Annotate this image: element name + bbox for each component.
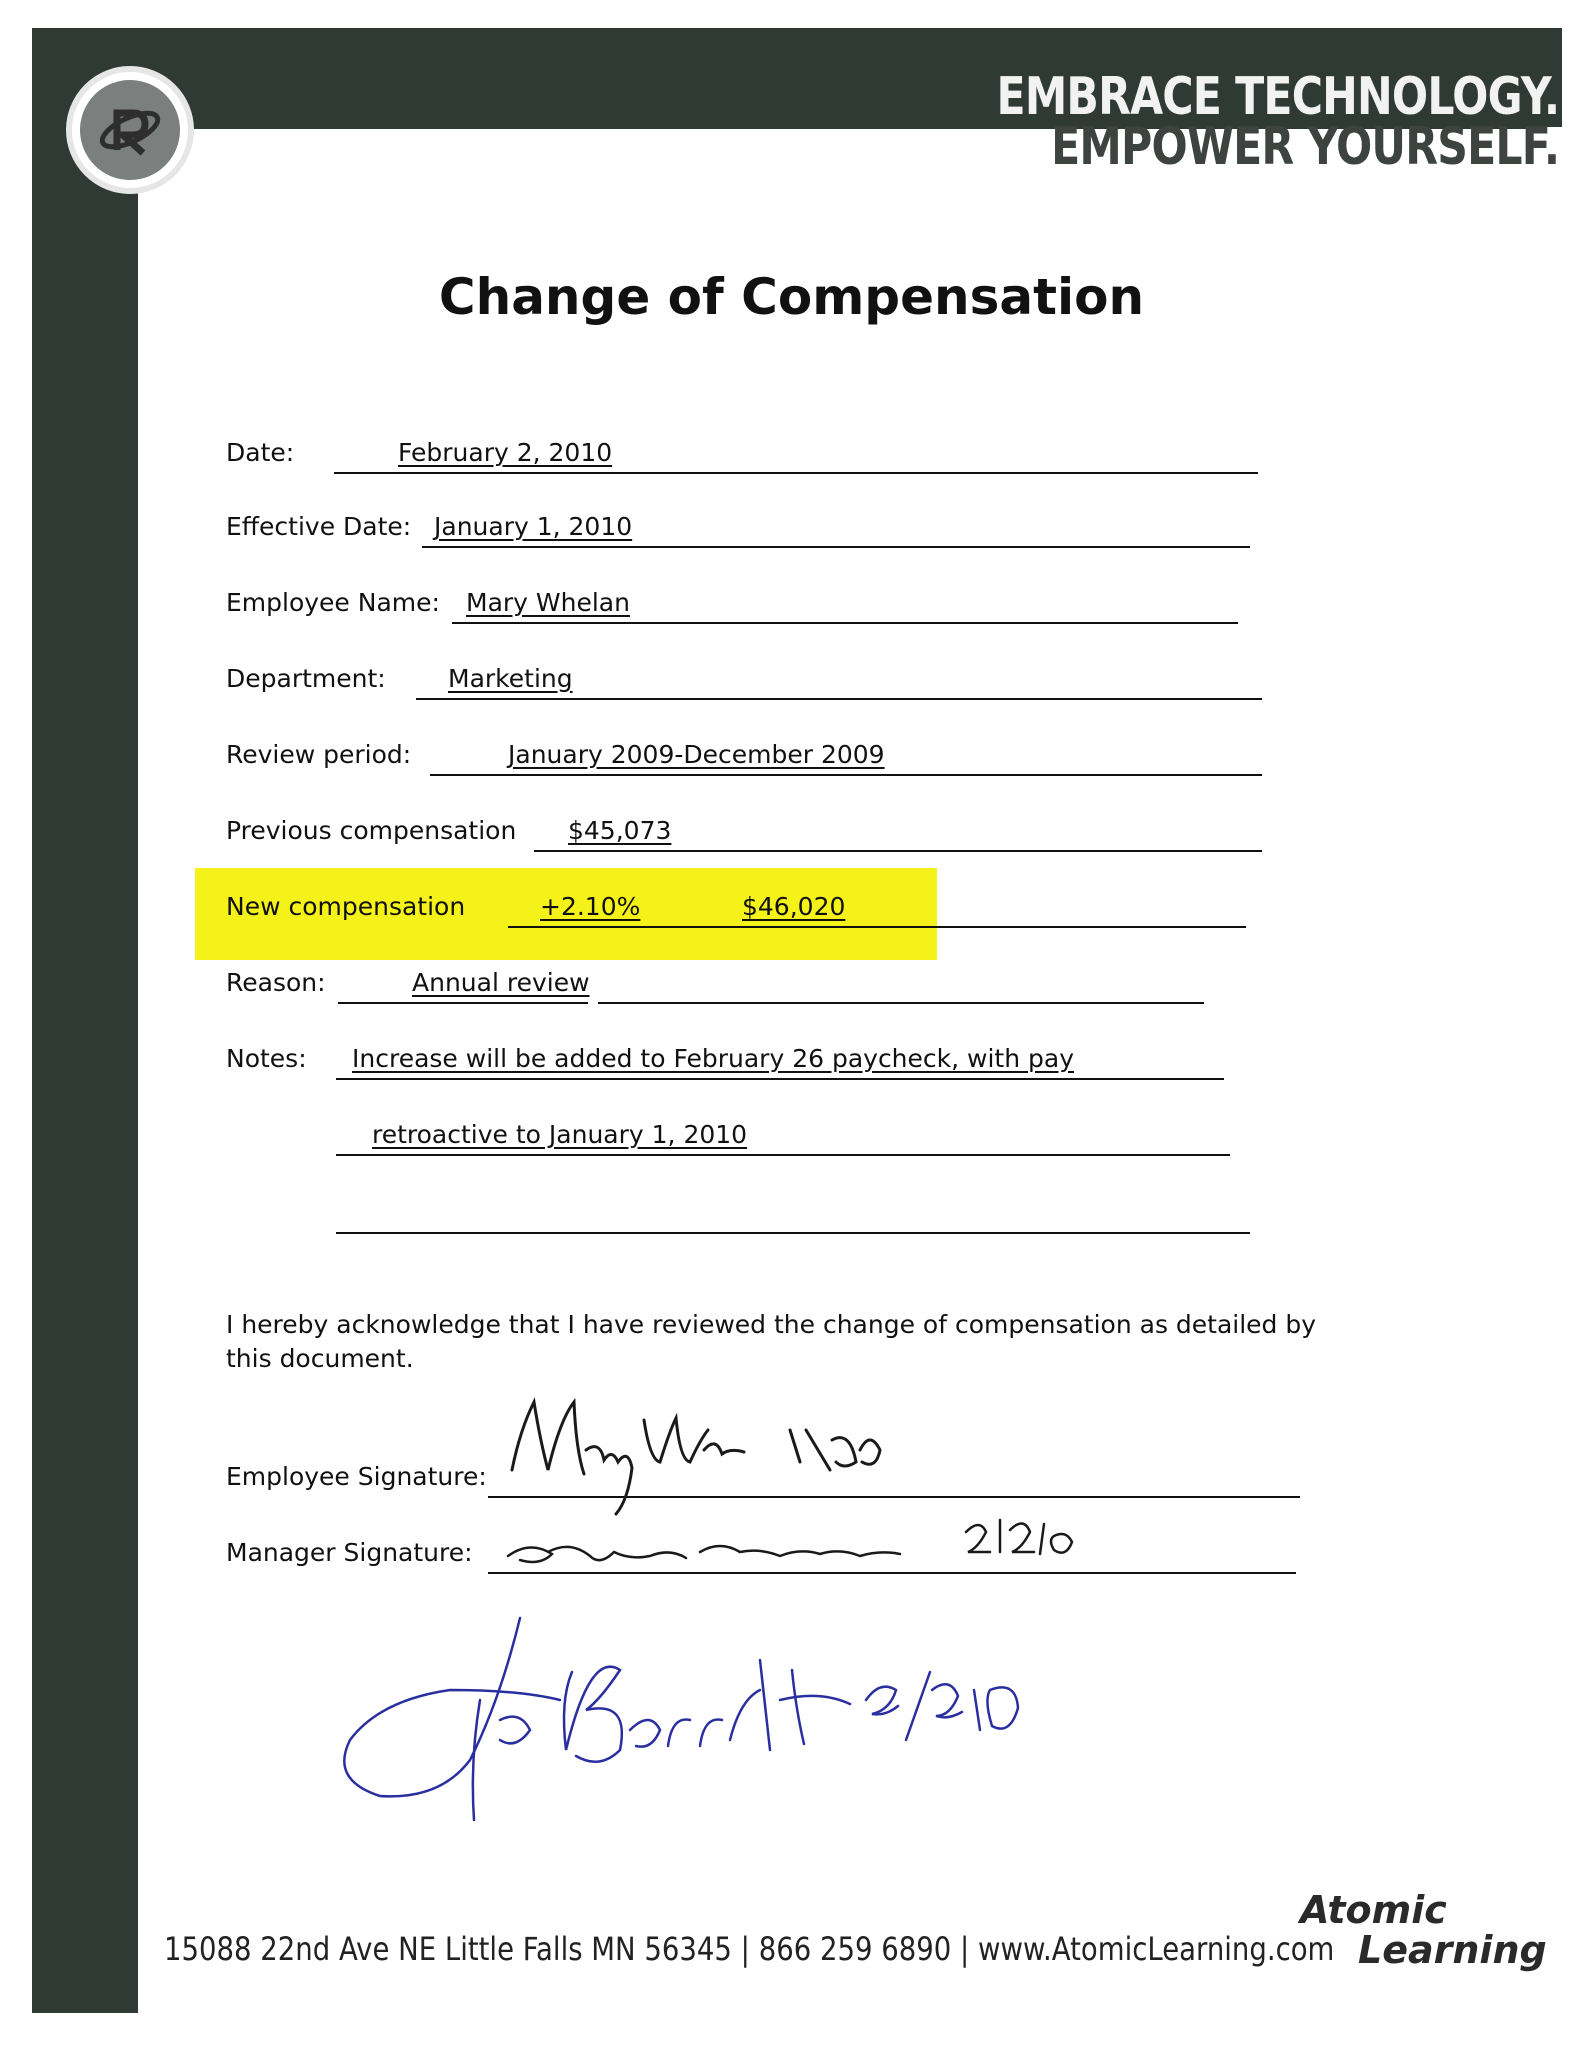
brand-line-2: Learning — [1358, 1928, 1547, 1972]
atom-icon — [95, 95, 165, 165]
field-value: January 1, 2010 — [434, 512, 633, 541]
signature-line — [488, 1572, 1296, 1574]
brand-line-1: Atomic — [1300, 1888, 1447, 1932]
notes-blank-line — [336, 1232, 1250, 1234]
field-value: Annual review — [412, 968, 590, 997]
document-title: Change of Compensation — [438, 268, 1145, 326]
field-label: Department: — [226, 664, 386, 693]
footer-brand-logo — [1300, 1890, 1547, 1970]
field-underline — [336, 1078, 1224, 1080]
field-value: February 2, 2010 — [398, 438, 613, 467]
field-value: $45,073 — [568, 816, 672, 845]
field-underline — [430, 774, 1262, 776]
field-label: Previous compensation — [226, 816, 517, 845]
field-underline — [336, 1154, 1230, 1156]
field-underline — [452, 622, 1238, 624]
field-underline — [338, 1002, 588, 1004]
company-logo — [66, 66, 194, 194]
field-value: $46,020 — [742, 892, 846, 921]
logo-mark-icon — [80, 80, 180, 180]
field-label: Date: — [226, 438, 295, 467]
field-underline — [416, 698, 1262, 700]
letterhead-slogan — [996, 67, 1559, 177]
field-label: Reason: — [226, 968, 326, 997]
additional-handwritten-signature — [344, 1618, 1018, 1820]
signature-line — [488, 1496, 1300, 1498]
slogan-line-1: EMBRACE TECHNOLOGY. — [996, 67, 1559, 127]
slogan-line-2: EMPOWER YOURSELF. — [1050, 117, 1559, 177]
field-value: January 2009-December 2009 — [508, 740, 885, 769]
field-label: New compensation — [226, 892, 466, 921]
footer-contact: 15088 22nd Ave NE Little Falls MN 56345 | 866 259 6890 | www.AtomicLearning.com — [164, 1930, 1335, 1968]
field-label: Manager Signature: — [226, 1538, 473, 1567]
field-underline — [334, 472, 1258, 474]
field-underline — [534, 850, 1262, 852]
field-percent: +2.10% — [540, 892, 641, 921]
field-value: Marketing — [448, 664, 573, 693]
field-value: Mary Whelan — [466, 588, 630, 617]
notes-line-2: retroactive to January 1, 2010 — [372, 1120, 748, 1149]
field-label: Employee Name: — [226, 588, 440, 617]
manager-handwritten-signature — [508, 1520, 1072, 1562]
field-label: Effective Date: — [226, 512, 412, 541]
field-underline — [598, 1002, 1204, 1004]
notes-line-1: Increase will be added to February 26 paycheck, with pay — [352, 1044, 1074, 1073]
field-underline — [422, 546, 1250, 548]
acknowledgement-text: I hereby acknowledge that I have reviewed the change of compensation as detailed by this document. — [226, 1310, 1317, 1373]
field-underline — [508, 926, 1246, 928]
field-label: Review period: — [226, 740, 412, 769]
field-label: Notes: — [226, 1044, 307, 1073]
field-label: Employee Signature: — [226, 1462, 487, 1491]
